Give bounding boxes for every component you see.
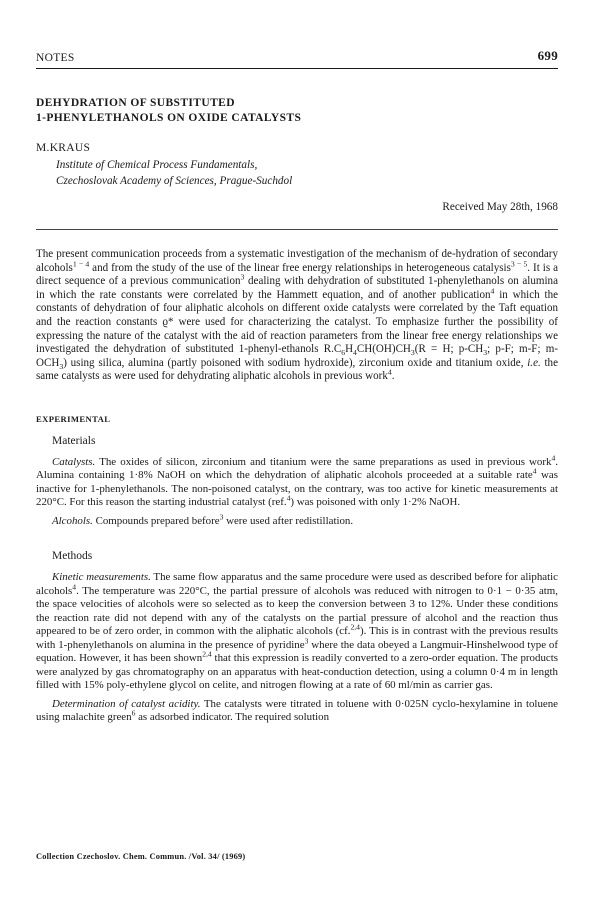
citation-ref: 3 − 5: [510, 258, 528, 268]
text-run: . Alumina containing 1·8% NaOH on which the dehydration of aliphatic alcohols proceeded at a suitable rate: [36, 455, 558, 482]
received-date: Received May 28th, 1968: [36, 201, 558, 230]
citation-ref: 4: [72, 582, 77, 592]
article-title: [36, 96, 558, 126]
text-run: The present communication proceeds from a systematic investigation of the mechanism of de-hydration of secondary alcohols: [36, 248, 558, 274]
running-title: NOTES: [36, 52, 75, 64]
text-run: (R = H; p-CH: [414, 343, 484, 356]
subheading-materials: Materials: [52, 434, 96, 447]
citation-ref: 2,4: [202, 649, 212, 659]
paragraph-kinetic-measurements: [36, 571, 558, 693]
journal-page: [36, 48, 558, 725]
paragraph-lead: Kinetic measurements.: [52, 571, 151, 584]
title-line-1: DEHYDRATION OF SUBSTITUTED: [36, 97, 235, 109]
text-run: Compounds prepared before: [92, 514, 220, 527]
text-run: H: [345, 343, 354, 356]
subscript: 6: [341, 348, 346, 358]
text-run: and from the study of the use of the linear free energy relationships in heterogeneous catalysis: [89, 261, 511, 274]
paragraph-catalysts: [36, 453, 558, 510]
text-run: The catalysts were titrated in toluene with 0·025N cyclo-hexylamine in toluene using malachite green: [36, 697, 559, 724]
citation-ref: 2,4: [350, 622, 360, 632]
text-run: the same catalysts as were used for dehydrating aliphatic alcohols in previous work: [36, 356, 558, 383]
text-run: CH(OH)CH: [356, 343, 411, 356]
text-run: ) using silica, alumina (partly poisoned with sodium hydroxide), zirconium oxide and titanium oxide,: [63, 356, 528, 369]
affiliation-line-2: Czechoslovak Academy of Sciences, Prague-Suchdol: [56, 175, 293, 187]
text-run: .: [391, 370, 395, 383]
subheading-methods: Methods: [52, 550, 93, 563]
section-heading-experimental: EXPERIMENTAL: [36, 413, 111, 424]
citation-ref: 4: [532, 466, 537, 476]
text-run: . It is a direct sequence of a previous communication: [36, 261, 558, 288]
citation-ref: 4: [286, 493, 291, 503]
text-run: ). This is in contrast with the previous results with 1-phenylethanols on alumina in the presence of pyridine: [36, 625, 558, 651]
text-run: in which the constants of dehydration of four aliphatic alcohols on different oxide catalysts were correlated by the Taft equation and the reaction constants ϱ* were used for characterizing the catalyst. To emphasize further the possibility of expressing the nature of the catalyst with the aid of reaction parameters from the linear free energy relationships we investigated the dehydration of substituted 1-phenyl-ethanols R.C: [36, 288, 558, 356]
subscript: 3: [410, 348, 415, 358]
author-affiliation: [56, 157, 558, 189]
text-run: that this expression is readily converted to a zero-order equation. The products were analyzed by gas chromatography on an apparatus with heat-conduction detection, using a column 0·4 m in length filled with 15% poly-ethylene glycol on celite, and nitrogen flowing at a rate of 60 ml/min as carrier gas.: [36, 652, 558, 692]
text-run: The oxides of silicon, zirconium and titanium were the same preparations as used in previous work: [95, 455, 552, 468]
citation-ref: 4: [490, 286, 495, 296]
paragraph-lead: Alcohols.: [52, 514, 93, 527]
affiliation-line-1: Institute of Chemical Process Fundamentals,: [56, 159, 258, 171]
abstract-paragraph: [36, 248, 558, 384]
citation-ref: 3: [219, 512, 224, 522]
citation-ref: 4: [551, 453, 556, 463]
text-run: was inactive for 1-phenylethanols. The non-poisoned catalyst, on the contrary, was too active for kinetic measurements at 220°C. For this reason the starting industrial catalyst (ref.: [36, 469, 558, 509]
citation-ref: 3: [304, 636, 309, 646]
text-run: as adsorbed indicator. The required solution: [135, 711, 330, 724]
text-run: were used after redistillation.: [223, 514, 354, 527]
citation-ref: 4: [387, 367, 392, 377]
paragraph-alcohols: [36, 512, 558, 529]
italic-abbrev: i.e.: [527, 356, 541, 369]
citation-ref: 3: [240, 272, 245, 282]
text-run: where the data obeyed a Langmuir-Hinshelwood type of equation. However, it has been shown: [36, 638, 559, 665]
title-line-2: 1-PHENYLETHANOLS ON OXIDE CATALYSTS: [36, 112, 302, 124]
subscript: 4: [353, 348, 357, 358]
text-run: ) was poisoned with only 1·2% NaOH.: [290, 496, 461, 509]
text-run: . The temperature was 220°C, the partial pressure of alcohols was reduced with nitrogen to 0·1 − 0·35 atm, the space velocities of alcohols were so selected as to keep the conversion between 3 to 12%. Under these conditions the reaction rate did not depend with any of the catalysts on the partial pressure of alcohol and the reaction thus appeared to be of zero order, in common with the aliphatic alcohols (cf.: [36, 584, 558, 638]
text-run: ; p-F; m-F; m-OCH: [36, 343, 558, 369]
paragraph-lead: Determination of catalyst acidity.: [52, 697, 201, 710]
citation-ref: 6: [131, 708, 136, 718]
text-run: The same flow apparatus and the same procedure were used as described before for aliphatic alcohols: [36, 571, 559, 597]
subscript: 3: [483, 348, 488, 358]
subscript: 3: [59, 361, 64, 371]
journal-footer: Collection Czechoslov. Chem. Commun. /Vol. 34/ (1969): [36, 852, 246, 861]
citation-ref: 1 − 4: [72, 258, 90, 268]
page-number: 699: [537, 48, 558, 63]
paragraph-lead: Catalysts.: [52, 455, 96, 468]
paragraph-catalyst-acidity: [36, 698, 558, 725]
author-name: M.KRAUS: [36, 142, 91, 154]
text-run: dealing with dehydration of substituted 1-phenylethanols on alumina in which the rate constants were correlated by the Hammett equation, and of another publication: [36, 275, 558, 301]
running-header: [36, 48, 558, 69]
